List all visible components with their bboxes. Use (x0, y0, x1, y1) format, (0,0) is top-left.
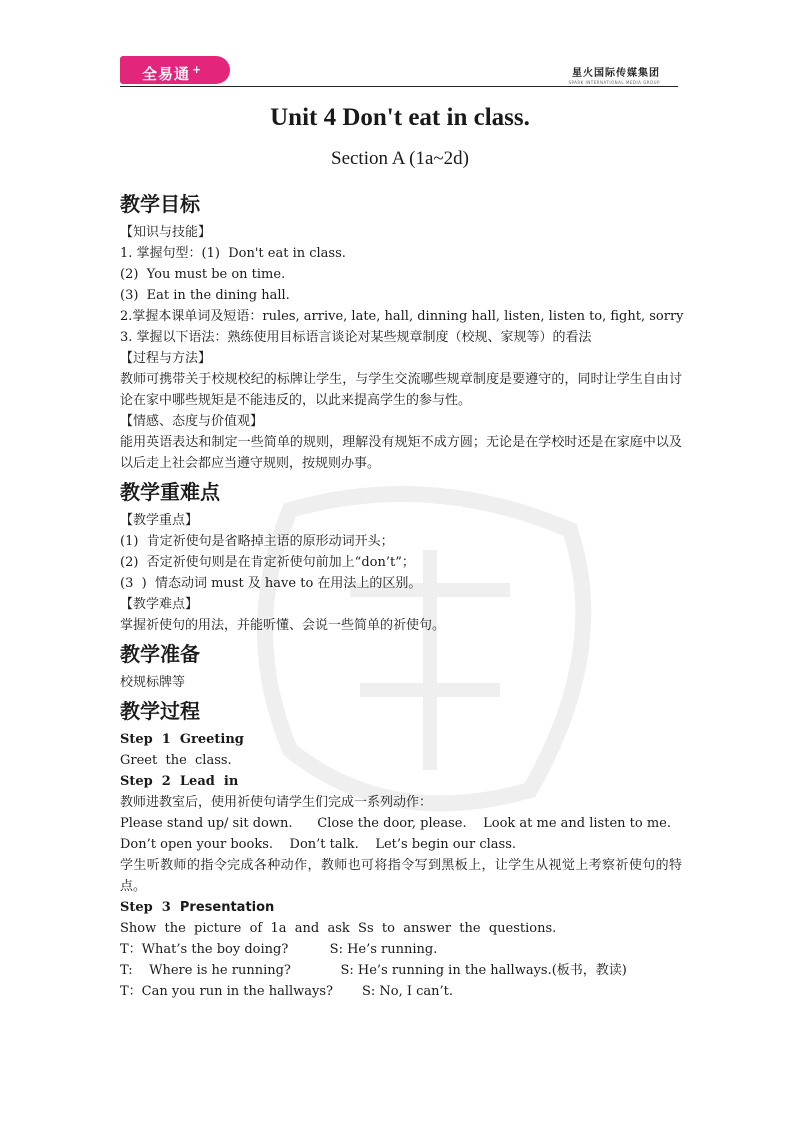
text-line: Don’t open your books. Don’t talk. Let’s begin our class. (120, 837, 517, 852)
text-line: 【过程与方法】 (120, 351, 212, 366)
logo-spark: + (192, 63, 203, 76)
section-objectives (120, 186, 682, 474)
dialogue-line: T: Where is he running? S: He’s running in the hallways.(板书，教读) (120, 963, 627, 978)
text-line: (2) 否定祈使句则是在肯定祈使句前加上“don’t”； (120, 555, 415, 570)
section-heading: 教学准备 (120, 642, 200, 666)
step-heading (120, 897, 682, 918)
logo-text: 全易通 (142, 65, 191, 83)
header-divider (120, 86, 678, 87)
text-line: (3 ) 情态动词 must 及 have to 在用法上的区别。 (120, 576, 422, 591)
text-line: (1) 肯定祈使句是省略掉主语的原形动词开头； (120, 534, 394, 549)
dialogue-line: T：Can you run in the hallways? S: No, I can’t. (120, 984, 453, 999)
text-line: 教师进教室后，使用祈使句请学生们完成一系列动作： (120, 795, 433, 810)
step-heading: Step 2 Lead in (120, 774, 239, 789)
section-heading: 教学过程 (120, 699, 200, 723)
brand-name-en: SPARK INTERNATIONAL MEDIA GROUP (568, 80, 660, 85)
text-paragraph: 能用英语表达和制定一些简单的规则，理解没有规矩不成方圆；无论是在学校时还是在家庭中以及以后走上社会都应当遵守规则，按规则办事。 (120, 435, 682, 471)
brand (568, 64, 660, 85)
text-line: 【教学难点】 (120, 597, 199, 612)
text-line: Please stand up/ sit down. Close the door, please. Look at me and listen to me. (120, 816, 671, 831)
document-title: Unit 4 Don't eat in class. (270, 104, 530, 131)
text-line: Greet the class. (120, 753, 232, 768)
brand-name-cn: 星火国际传媒集团 (572, 68, 660, 79)
text-line: 1. 掌握句型：(1) Don't eat in class. (120, 246, 346, 261)
document-subtitle: Section A (1a~2d) (331, 148, 469, 169)
step-heading: Step 1 Greeting (120, 732, 244, 747)
text-line: 2.掌握本课单词及短语：rules, arrive, late, hall, dinning hall, listen, listen to, fight, sorry (120, 309, 684, 324)
step-title: Presentation (179, 900, 275, 915)
document-body (120, 186, 682, 1002)
text-line: (3) Eat in the dining hall. (120, 288, 290, 303)
section-heading: 教学重难点 (120, 480, 220, 504)
text-paragraph: 教师可携带关于校规校纪的标牌让学生，与学生交流哪些规章制度是要遵守的，同时让学生自由讨论在家中哪些规矩是不能违反的，以此来提高学生的参与性。 (120, 372, 682, 408)
section-preparation (120, 636, 682, 693)
text-line: 【情感、态度与价值观】 (120, 414, 264, 429)
dialogue-line: T：What’s the boy doing? S: He’s running. (120, 942, 438, 957)
section-key-points (120, 474, 682, 636)
page-header (120, 56, 678, 86)
text-line: 【教学重点】 (120, 513, 199, 528)
section-procedure (120, 693, 682, 1002)
text-line: 校规标牌等 (120, 675, 186, 690)
text-line: 3. 掌握以下语法：熟练使用目标语言谈论对某些规章制度（校规、家规等）的看法 (120, 330, 592, 345)
text-line: (2) You must be on time. (120, 267, 286, 282)
step-prefix: Step 3 (120, 900, 180, 915)
text-line: 【知识与技能】 (120, 225, 212, 240)
text-paragraph: 学生听教师的指令完成各种动作，教师也可将指令写到黑板上，让学生从视觉上考察祈使句的特点。 (120, 858, 682, 894)
text-line: 掌握祈使句的用法，并能听懂、会说一些简单的祈使句。 (120, 618, 446, 633)
logo (120, 56, 230, 84)
section-heading: 教学目标 (120, 192, 200, 216)
text-line: Show the picture of 1a and ask Ss to answer the questions. (120, 921, 557, 936)
